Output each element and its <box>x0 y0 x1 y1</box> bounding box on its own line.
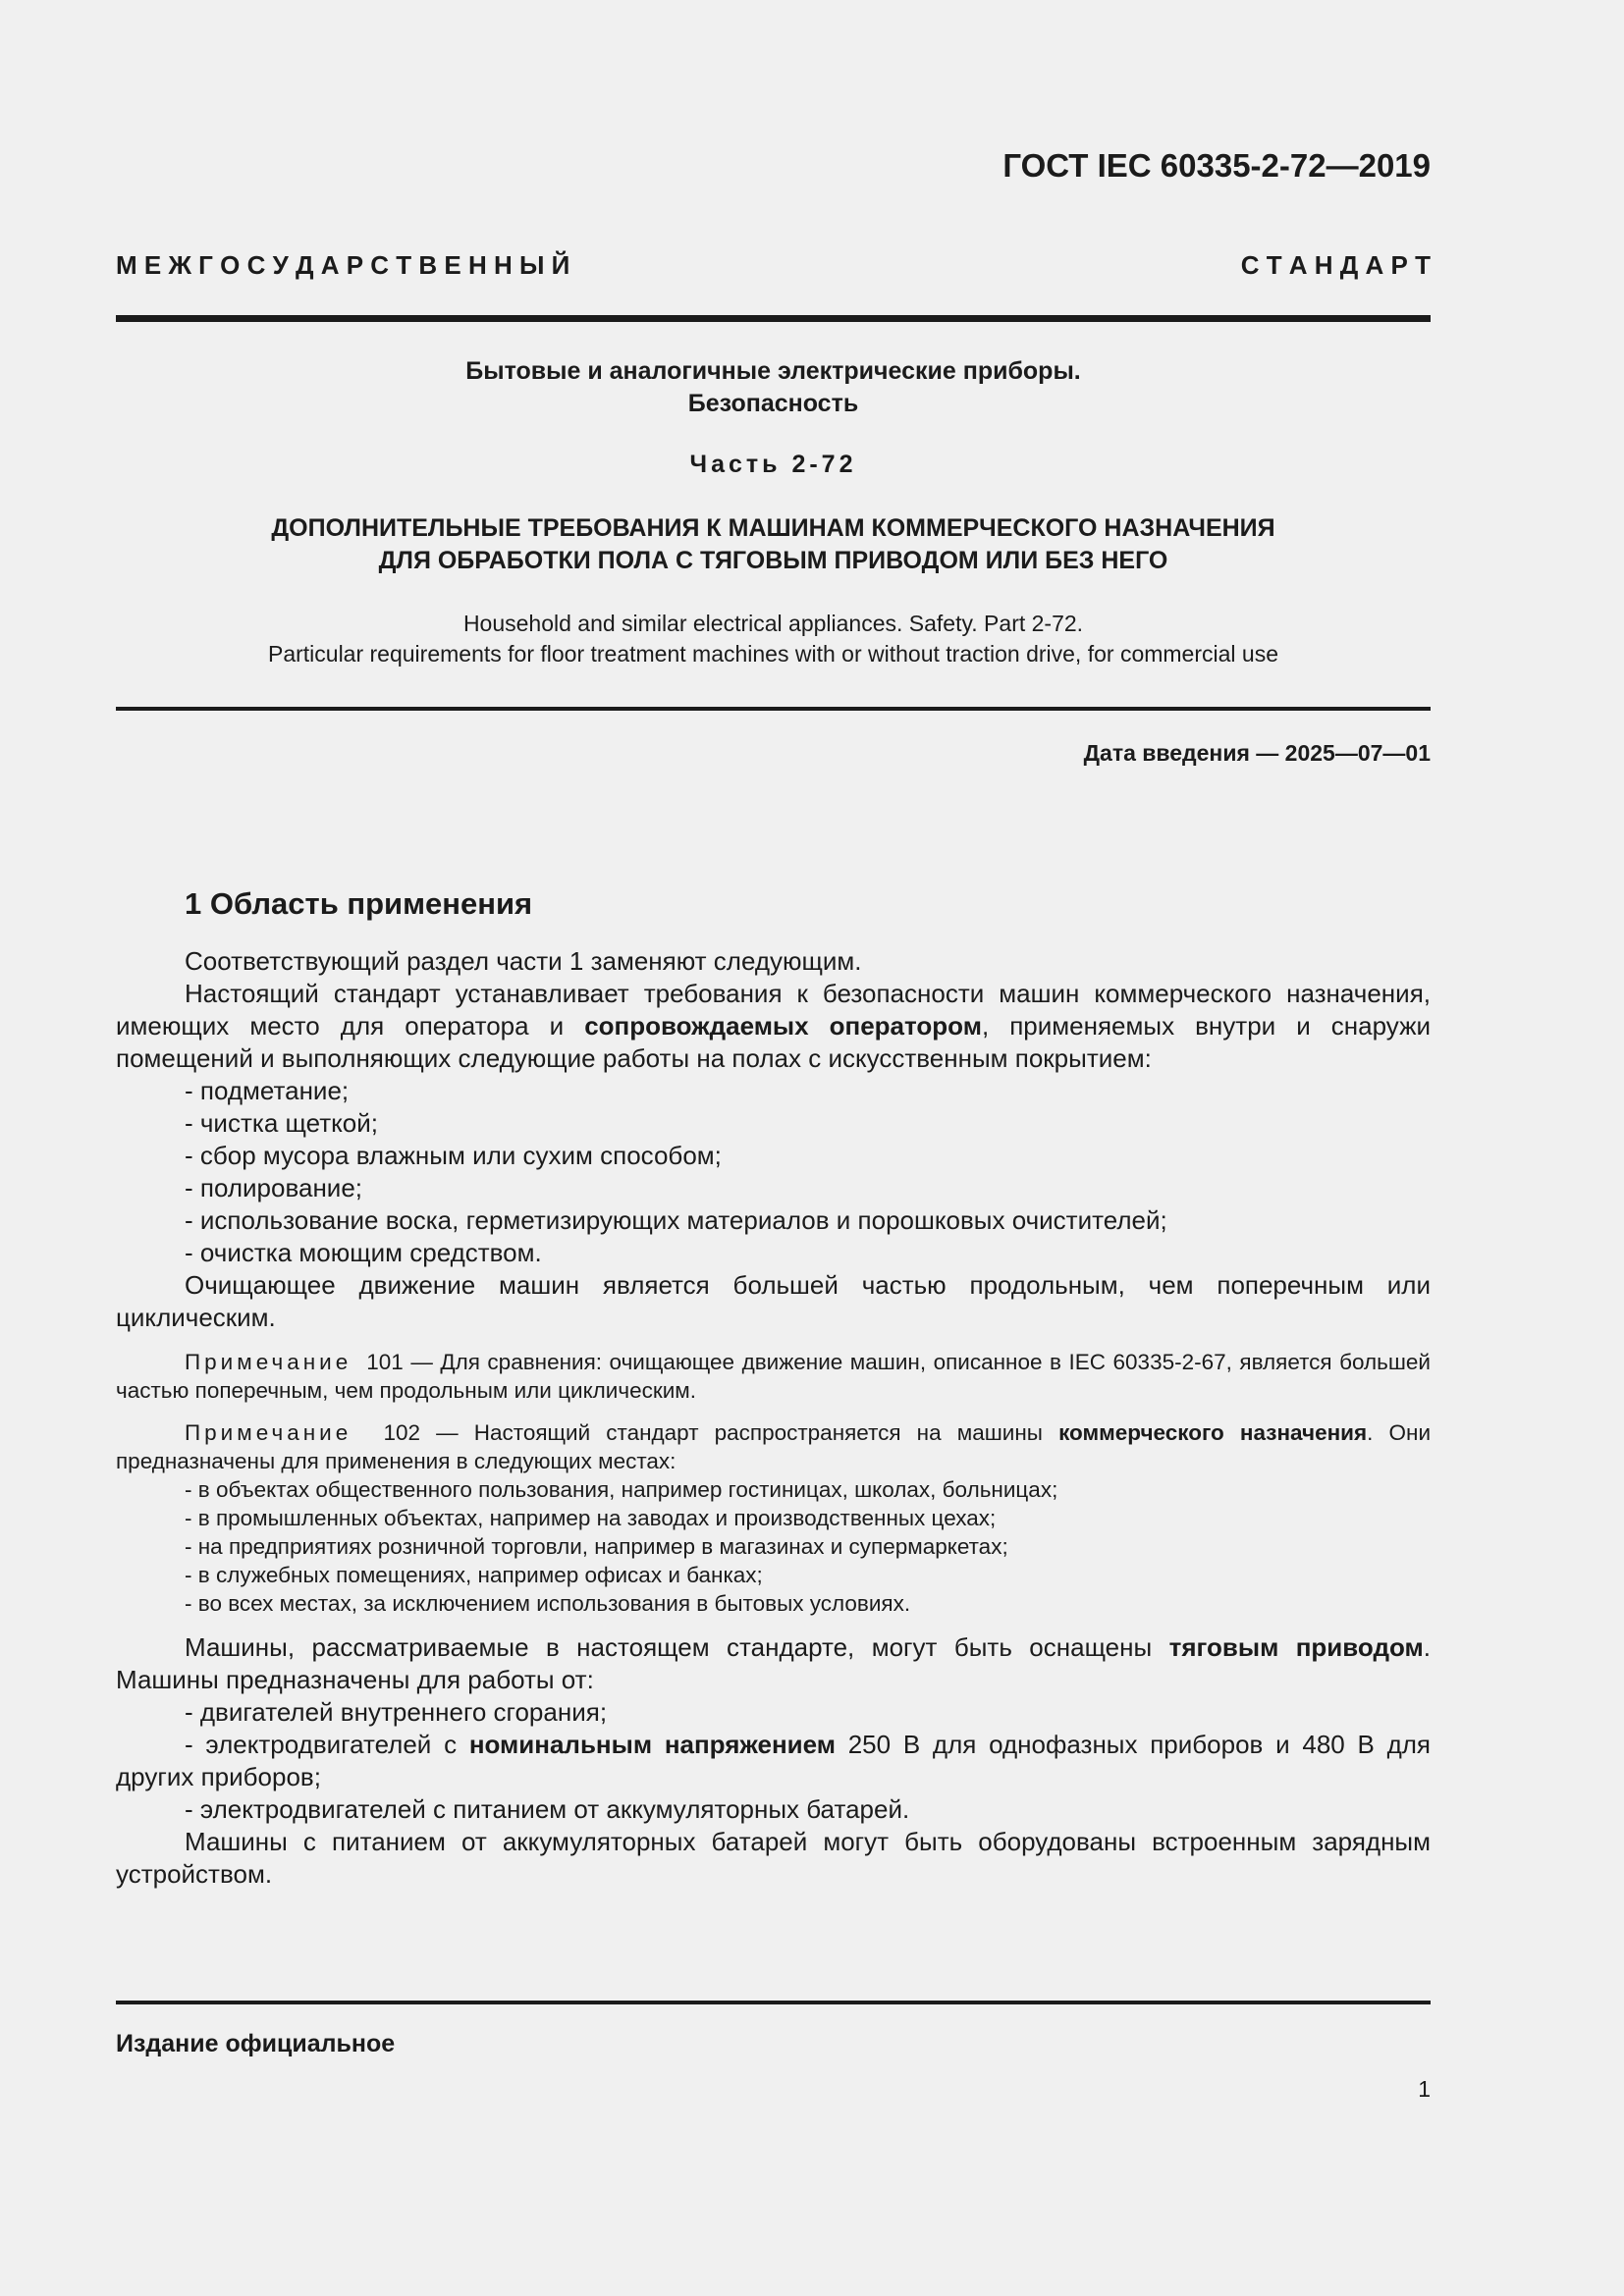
title-divider <box>116 707 1431 711</box>
list-item: - электродвигателей с питанием от аккумуляторных батарей. <box>116 1793 1431 1826</box>
section-heading: 1 Область применения <box>185 886 533 921</box>
paragraph: Машины с питанием от аккумуляторных батарей могут быть оборудованы встроенным зарядным устройством. <box>116 1827 1431 1889</box>
note-list-item: - в объектах общественного пользования, например гостиницах, школах, больницах; <box>116 1475 1431 1504</box>
standard-number: ГОСТ IEC 60335-2-72—2019 <box>1002 147 1431 184</box>
list-item: - двигателей внутреннего сгорания; <box>116 1696 1431 1729</box>
list-item: - использование воска, герметизирующих материалов и порошковых очистителей; <box>116 1204 1431 1237</box>
note-list-item: - на предприятиях розничной торговли, например в магазинах и супермаркетах; <box>116 1532 1431 1561</box>
english-title-line-2: Particular requirements for floor treatment machines with or without traction drive, for commercial use <box>267 641 1278 667</box>
note-list-item: - во всех местах, за исключением использования в бытовых условиях. <box>116 1589 1431 1618</box>
section-body <box>116 945 1431 1891</box>
bold-term: коммерческого назначения <box>1058 1420 1368 1445</box>
document-page <box>116 0 1431 2296</box>
title-line-1: Бытовые и аналогичные электрические приборы. <box>465 357 1081 385</box>
list-item: - полирование; <box>116 1172 1431 1204</box>
part-title: Часть 2-72 <box>689 451 857 478</box>
note-label: Примечание <box>185 1420 352 1445</box>
list-item: - подметание; <box>116 1075 1431 1107</box>
paragraph-drive: Машины, рассматриваемые в настоящем стандарте, могут быть оснащены тяговым приводом. Машины предназначены для работы от: <box>116 1632 1431 1694</box>
list-item-voltage: - электродвигателей с номинальным напряжением 250 В для однофазных приборов и 480 В для других приборов; <box>116 1730 1431 1791</box>
footer-divider <box>116 2001 1431 2004</box>
interstate-word: М Е Ж Г О С У Д А Р С Т В Е Н Н Ы Й <box>116 250 570 280</box>
english-title-line-1: Household and similar electrical appliances. Safety. Part 2-72. <box>462 611 1084 636</box>
paragraph: Очищающее движение машин является большей частью продольным, чем поперечным или циклическим. <box>116 1270 1431 1332</box>
page-number: 1 <box>1418 2076 1431 2102</box>
standard-word: С Т А Н Д А Р Т <box>1240 250 1431 280</box>
main-title <box>116 512 1431 577</box>
note-102: Примечание 102 — Настоящий стандарт распространяется на машины коммерческого назначения. Они предназначены для применения в следующих местах: <box>116 1420 1432 1473</box>
list-item: - очистка моющим средством. <box>116 1237 1431 1269</box>
note-list-item: - в промышленных объектах, например на заводах и производственных цехах; <box>116 1504 1431 1532</box>
bold-term: номинальным напряжением <box>468 1730 836 1759</box>
list-item: - сбор мусора влажным или сухим способом; <box>116 1140 1431 1172</box>
bold-term: тяговым приводом <box>1168 1632 1424 1662</box>
title-block <box>116 355 1431 420</box>
main-title-line-2: ДЛЯ ОБРАБОТКИ ПОЛА С ТЯГОВЫМ ПРИВОДОМ ИЛИ БЕЗ НЕГО <box>378 547 1168 574</box>
official-edition-label: Издание официальное <box>116 2030 396 2057</box>
note-label: Примечание <box>185 1350 352 1374</box>
paragraph-scope: Настоящий стандарт устанавливает требования к безопасности машин коммерческого назначения, имеющих место для оператора и сопровождаемых оператором, применяемых внутри и снаружи помещений и выполняющих следующие работы на полах с искусственным покрытием: <box>116 979 1431 1073</box>
note-101: Примечание 101 — Для сравнения: очищающее движение машин, описанное в IEC 60335-2-67, является большей частью поперечным, чем продольным или циклическим. <box>116 1350 1431 1403</box>
main-title-line-1: ДОПОЛНИТЕЛЬНЫЕ ТРЕБОВАНИЯ К МАШИНАМ КОММЕРЧЕСКОГО НАЗНАЧЕНИЯ <box>271 514 1275 542</box>
note-list-item: - в служебных помещениях, например офисах и банках; <box>116 1561 1431 1589</box>
bold-term: сопровождаемых оператором <box>584 1011 982 1041</box>
introduction-date: Дата введения — 2025—07—01 <box>1083 740 1431 766</box>
title-line-2: Безопасность <box>687 390 859 417</box>
english-title <box>116 609 1431 669</box>
list-item: - чистка щеткой; <box>116 1107 1431 1140</box>
interstate-standard-banner <box>116 250 1431 281</box>
top-divider <box>116 315 1431 322</box>
paragraph: Соответствующий раздел части 1 заменяют следующим. <box>185 946 862 976</box>
